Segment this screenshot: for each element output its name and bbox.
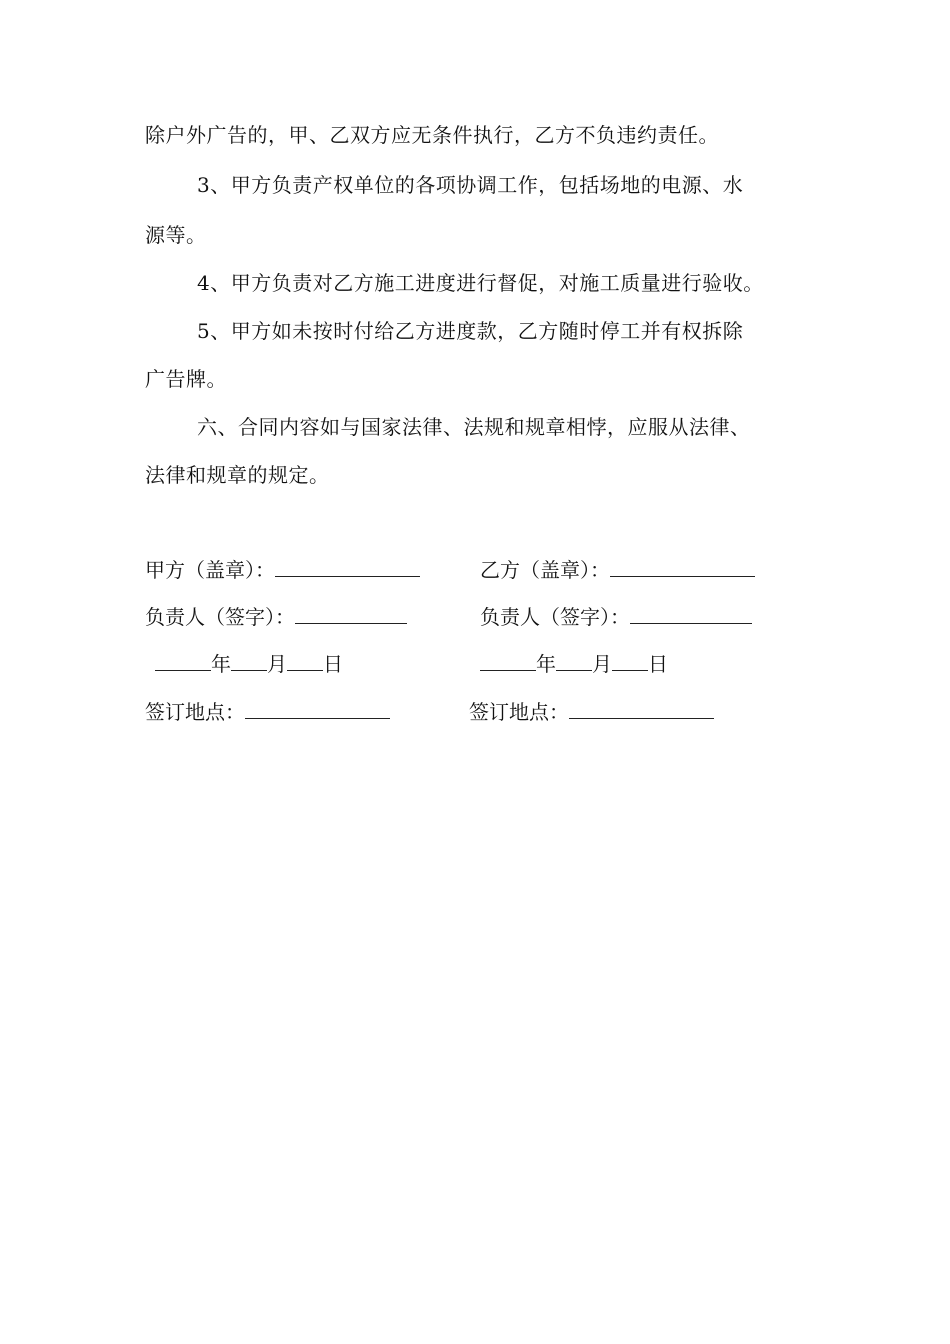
place-a-label: 签订地点： [145,700,245,724]
party-b-seal-row [480,557,755,583]
party-b-month-blank[interactable] [556,652,592,671]
party-a-person-row [145,604,407,630]
paragraph-line-6: 广告牌。 [145,367,227,391]
party-b-year-blank[interactable] [480,652,536,671]
place-b-row [469,699,714,725]
paragraph-line-5: 5、甲方如未按时付给乙方进度款，乙方随时停工并有权拆除 [197,319,744,343]
party-a-year-label: 年 [211,652,231,676]
party-a-seal-row [145,557,420,583]
party-a-year-blank[interactable] [155,652,211,671]
party-a-seal-blank[interactable] [275,558,420,577]
paragraph-line-8: 法律和规章的规定。 [145,463,330,487]
party-a-month-blank[interactable] [231,652,267,671]
paragraph-line-4: 4、甲方负责对乙方施工进度进行督促，对施工质量进行验收。 [197,271,764,295]
place-b-label: 签订地点： [469,700,569,724]
place-b-blank[interactable] [569,700,714,719]
paragraph-line-3: 源等。 [145,223,207,247]
paragraph-line-1: 除户外广告的，甲、乙双方应无条件执行，乙方不负违约责任。 [145,123,719,147]
party-a-month-label: 月 [267,652,287,676]
party-a-seal-label: 甲方（盖章）： [145,558,275,582]
party-b-month-label: 月 [592,652,612,676]
party-b-date-row [480,651,668,677]
party-b-seal-label: 乙方（盖章）： [480,558,610,582]
party-a-person-blank[interactable] [295,605,407,624]
place-a-blank[interactable] [245,700,390,719]
party-b-person-label: 负责人（签字）： [480,605,630,629]
party-b-seal-blank[interactable] [610,558,755,577]
party-a-date-row [155,651,343,677]
party-b-person-blank[interactable] [630,605,752,624]
party-b-person-row [480,604,752,630]
party-b-day-blank[interactable] [612,652,648,671]
paragraph-line-2: 3、甲方负责产权单位的各项协调工作，包括场地的电源、水 [197,173,744,197]
party-b-day-label: 日 [648,652,668,676]
party-a-day-blank[interactable] [287,652,323,671]
place-a-row [145,699,390,725]
paragraph-line-7: 六、合同内容如与国家法律、法规和规章相悖，应服从法律、 [197,415,751,439]
party-a-person-label: 负责人（签字）： [145,605,295,629]
party-a-day-label: 日 [323,652,343,676]
party-b-year-label: 年 [536,652,556,676]
